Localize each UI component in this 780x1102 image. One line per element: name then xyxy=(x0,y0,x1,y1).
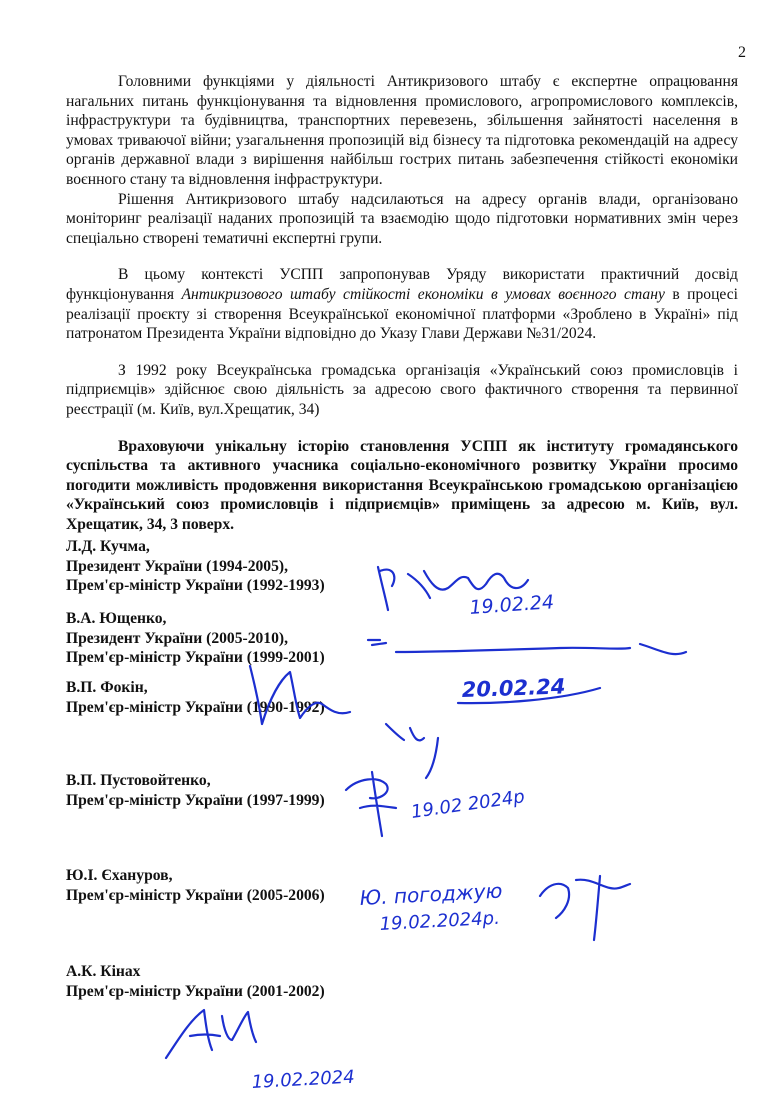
paragraph-context xyxy=(66,265,738,343)
signer-title: Прем'єр-міністр України (1992-1993) xyxy=(66,577,325,595)
signature-kinakh xyxy=(166,1010,256,1058)
signature-fokin-tail xyxy=(386,724,424,740)
signer-name: Ю.І. Єхануров, xyxy=(66,867,173,884)
signature-fokin-line xyxy=(426,738,438,778)
signer-name: Л.Д. Кучма, xyxy=(66,538,150,555)
context-text-italic: Антикризового штабу стійкості економіки в умовах воєнного стану xyxy=(181,285,665,303)
signature-pustovoitenko xyxy=(346,772,396,836)
signer-pustovoitenko xyxy=(66,771,325,810)
date-underline-yushchenko xyxy=(458,688,600,703)
signer-title: Президент України (2005-2010), xyxy=(66,629,288,647)
paragraph-decisions: Рішення Антикризового штабу надсилаються на адресу органів влади, організовано моніторинг реалізації наданих пропозицій та взаємодію щодо підготовки нормативних змін через спеціально створені тематичні експертні групи. xyxy=(66,190,738,247)
date-yekhanurov: 19.02.2024р. xyxy=(379,907,501,935)
signer-title: Прем'єр-міністр України (1997-1999) xyxy=(66,791,325,809)
signer-yushchenko xyxy=(66,609,325,668)
signer-kuchma xyxy=(66,537,325,596)
paragraph-functions: Головними функціями у діяльності Антикризового штабу є експертне опрацювання нагальних питань функціонування та відновлення промислового, агропромислового комплексів, інфраструктури та будівництва, транспортних перевезень, збільшення зайнятості населення в умовах триваючої війни; узагальнення пропозицій від бізнесу та підготовка рекомендацій на адресу органів державної влади з вирішення найбільш гострих питань забезпечення стійкості економіки воєнного стану та відновлення інфраструктури. xyxy=(66,73,738,188)
signer-name: В.П. Пустовойтенко, xyxy=(66,772,211,789)
signer-title: Прем'єр-міністр України (1990-1992) xyxy=(66,698,325,716)
page-number: 2 xyxy=(738,44,746,61)
signer-fokin xyxy=(66,678,325,717)
signer-name: В.П. Фокін, xyxy=(66,679,148,696)
date-pustovoitenko: 19.02 2024р xyxy=(409,786,527,823)
signer-kinakh xyxy=(66,962,325,1001)
signature-yekhanurov xyxy=(540,876,630,940)
context-text-end: в процесі реалізації проєкту зі створення Всеукраїнської економічної платформи «Зроблено в Україні» під патронатом Президента України відповідно до Указу Глави Держави №31/2024. xyxy=(66,285,738,343)
signer-yekhanurov xyxy=(66,866,325,905)
note-yekhanurov: Ю. погоджую xyxy=(359,878,503,910)
date-kuchma: 19.02.24 xyxy=(468,591,555,619)
signer-title: Прем'єр-міністр України (2001-2002) xyxy=(66,982,325,1000)
signature-yushchenko xyxy=(368,640,686,654)
signer-title: Президент України (1994-2005), xyxy=(66,557,288,575)
signer-name: В.А. Ющенко, xyxy=(66,610,167,627)
paragraph-request: Враховуючи унікальну історію становлення УСПП як інституту громадянського суспільства та активного учасника соціально-економічного розвитку України просимо погодити можливість продовження використання Всеукраїнською громадською організацією «Український союз промисловців і підприємців» приміщень за адресою м. Київ, вул. Хрещатик, 34, 3 поверх. xyxy=(66,437,738,533)
signature-kuchma xyxy=(378,567,528,610)
signer-title: Прем'єр-міністр України (2005-2006) xyxy=(66,886,325,904)
paragraph-history: З 1992 року Всеукраїнська громадська організація «Український союз промисловців і підприємців» здійснює свою діяльність за адресою свого фактичного створення та первинної реєстрації (м. Київ, вул.Хрещатик, 34) xyxy=(66,361,738,418)
signer-name: А.К. Кінах xyxy=(66,963,141,980)
signer-title: Прем'єр-міністр України (1999-2001) xyxy=(66,649,325,667)
date-kinakh: 19.02.2024 xyxy=(251,1066,356,1093)
context-text-start: В цьому контексті УСПП запропонував Уряду використати практичний досвід функціонування xyxy=(66,266,738,303)
date-yushchenko: 20.02.24 xyxy=(461,674,566,702)
body-text xyxy=(66,72,738,534)
